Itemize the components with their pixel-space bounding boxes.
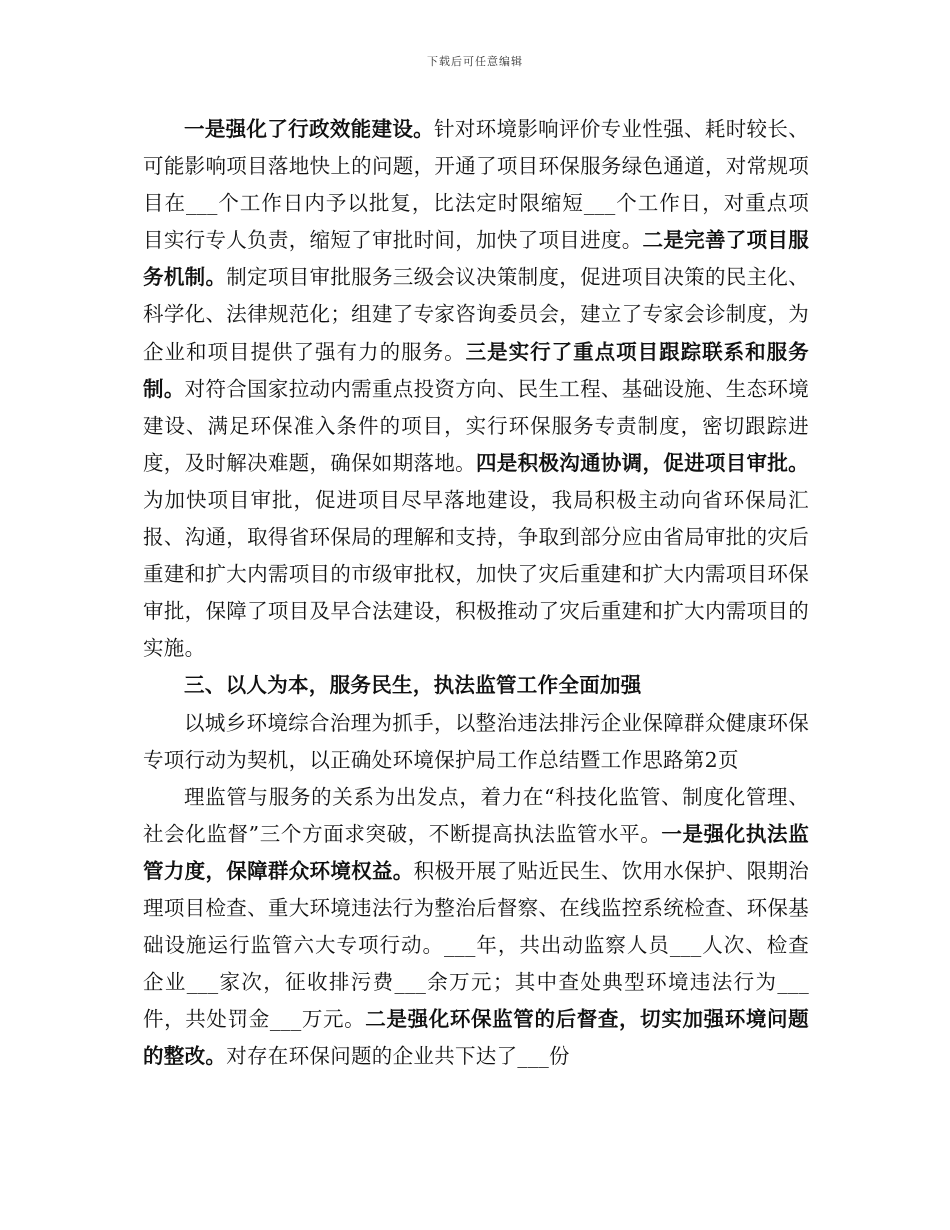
section-heading [143, 667, 809, 704]
text-run: 对存在环保问题的企业共下达了___份 [226, 1044, 570, 1069]
text-run: 以城乡环境综合治理为抓手，以整治违法排污企业保障群众健康环保专项行动为契机，以正确处环境保护局工作总结暨工作思路第2页 [143, 710, 809, 772]
bold-run: 二是完善了项目服务机制。 [143, 228, 810, 290]
bold-run: 四是积极沟通协调，促进项目审批。 [476, 450, 809, 475]
text-run: 对符合国家拉动内需重点投资方向、民生工程、基础设施、生态环境建设、满足环保准入条件的项目，实行环保服务专责制度，密切跟踪进度，及时解决难题，确保如期落地。 [143, 376, 810, 475]
text-run: 为加快项目审批，促进项目尽早落地建设，我局积极主动向省环保局汇报、沟通，取得省环保局的理解和支持，争取到部分应由省局审批的灾后重建和扩大内需项目的市级审批权，加快了灾后重建和扩大内需项目环保审批，保障了项目及早合法建设，积极推动了灾后重建和扩大内需项目的实施。 [143, 487, 809, 661]
bold-run: 三、以人为本，服务民生，执法监管工作全面加强 [184, 673, 642, 698]
text-run: 理监管与服务的关系为出发点，着力在“科技化监管、制度化管理、社会化监督”三个方面求突破，不断提高执法监管水平。 [143, 784, 809, 846]
text-run: 制定项目审批服务三级会议决策制度，促进项目决策的民主化、科学化、法律规范化；组建了专家咨询委员会，建立了专家会诊制度，为企业和项目提供了强有力的服务。 [143, 265, 810, 364]
bold-run: 三是实行了重点项目跟踪联系和服务制。 [143, 339, 809, 401]
paragraph [143, 111, 809, 667]
bold-run: 一是强化执法监管力度，保障群众环境权益。 [143, 821, 809, 883]
paragraph [143, 705, 809, 779]
bold-run: 二是强化环保监管的后督查，切实加强环境问题的整改。 [143, 1007, 809, 1069]
paragraph [143, 779, 809, 1076]
document-body [143, 111, 809, 1075]
text-run: 积极开展了贴近民生、饮用水保护、限期治理项目检查、重大环境违法行为整治后督察、在线监控系统检查、环保基础设施运行监管六大专项行动。___年，共出动监察人员___人次、检查企业___家次，征收排污费___余万元；其中查处典型环境违法行为___件，共处罚金___万元。 [143, 858, 810, 1032]
bold-run: 一是强化了行政效能建设。 [184, 117, 435, 141]
text-run: 针对环境影响评价专业性强、耗时较长、可能影响项目落地快上的问题，开通了项目环保服务绿色通道，对常规项目在___个工作日内予以批复，比法定时限缩短___个工作日，对重点项目实行专人负责，缩短了审批时间，加快了项目进度。 [143, 117, 809, 253]
page-header: 下载后可任意编辑 [427, 55, 523, 68]
